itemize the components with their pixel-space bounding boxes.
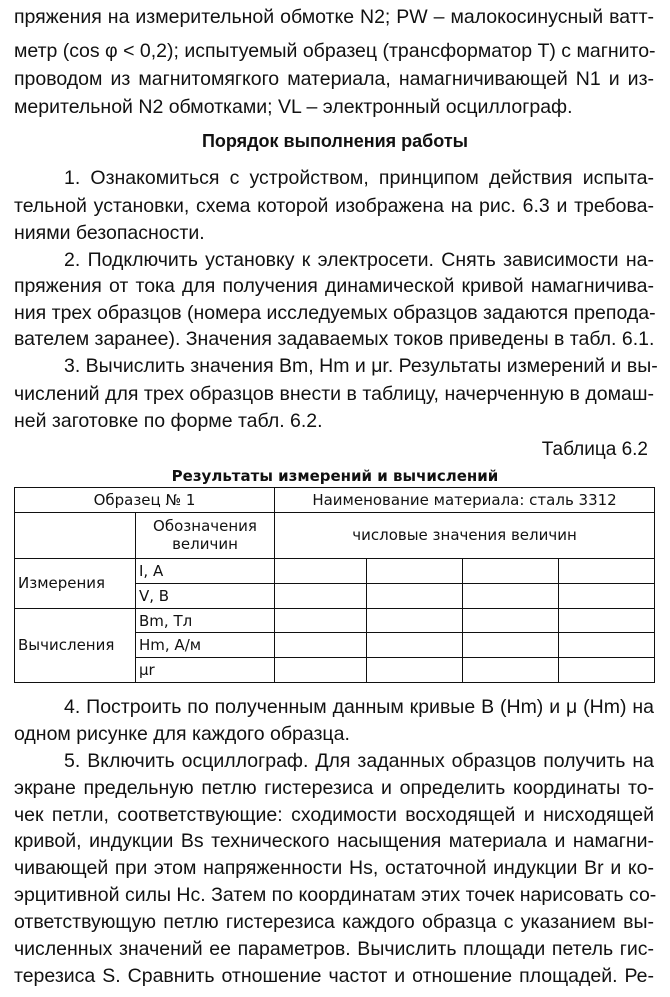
paragraph-line: ния трех образцов (номера исследуемых образцов задаются препода- [14,302,656,324]
paragraph-line: экране предельную петлю гистерезиса и определить координаты то- [14,777,654,799]
table-cell [559,633,655,658]
table-cell [463,658,559,683]
paragraph-line: пряжения от тока для получения динамической кривой намагничива- [14,275,654,297]
table-cell-values-header: числовые значения величин [275,512,655,558]
table-title: Результаты измерений и вычислений [171,467,499,485]
table-cell [463,583,559,608]
table-cell [367,633,463,658]
paragraph-line: ответствующую петлю гистерезиса каждого образца с указанием вы- [14,911,654,933]
table-cell [275,608,367,633]
table-cell-material: Наименование материала: сталь 3312 [275,488,655,513]
paragraph-line: ней заготовке по форме табл. 6.2. [14,410,323,432]
paragraph-line: пряжения на измерительной обмотке N2; PW – малокосинусный ватт- [14,6,654,28]
table-cell [367,608,463,633]
paragraph-line: 3. Вычислить значения Bm, Hm и μr. Результаты измерений и вы- [64,355,658,377]
table-cell [463,608,559,633]
table-cell [367,559,463,584]
paragraph-line: 5. Включить осциллограф. Для заданных образцов получить на [64,750,654,772]
table-cell [275,559,367,584]
table-cell-designations-header: Обозначения величин [136,512,275,558]
paragraph-line: тельной установки, схема которой изображена на рис. 6.3 и требова- [14,195,654,217]
paragraph-line: терезиса S. Сравнить отношение частот и отношение площадей. Ре- [14,965,654,987]
table-cell-quantity: μr [136,658,275,683]
table-cell [367,658,463,683]
table-label: Таблица 6.2 [541,439,648,460]
table-row [15,608,655,633]
paragraph-line: 4. Построить по полученным данным кривые B (Hm) и μ (Hm) на [64,696,654,718]
table-cell [463,633,559,658]
results-table [14,487,655,683]
table-cell [559,658,655,683]
table-cell-quantity: V, В [136,583,275,608]
table-cell-group: Вычисления [15,608,136,682]
table-cell [15,512,136,558]
paragraph-line: вателем заранее). Значения задаваемых токов приведены в табл. 6.1. [14,328,655,350]
table-cell [275,633,367,658]
table-cell [275,583,367,608]
section-heading: Порядок выполнения работы [201,131,469,151]
table-cell-quantity: Hm, А/м [136,633,275,658]
paragraph-line: ниями безопасности. [14,222,205,244]
paragraph-line: 2. Подключить установку к электросети. Снять зависимости на- [64,249,654,271]
table-cell [559,583,655,608]
paragraph-line: одном рисунке для каждого образца. [14,723,350,745]
paragraph-line: проводом из магнитомягкого материала, намагничивающей N1 и из- [14,68,654,90]
table-cell-group: Измерения [15,559,136,609]
table-cell-sample: Образец № 1 [15,488,275,513]
table-cell [559,559,655,584]
table-row [15,559,655,584]
table-row [15,512,655,558]
paragraph-line: числений для трех образцов внести в таблицу, начерченную в домаш- [14,383,654,405]
paragraph-line: 1. Ознакомиться с устройством, принципом действия испыта- [64,167,654,189]
paragraph-line: метр (cos φ < 0,2); испытуемый образец (трансформатор T) с магнито- [14,40,656,62]
table-cell-quantity: I, А [136,559,275,584]
table-cell-quantity: Bm, Тл [136,608,275,633]
table-cell [463,559,559,584]
paragraph-line: мерительной N2 обмотками; VL – электронный осциллограф. [14,96,573,118]
table-cell [559,608,655,633]
table-cell [367,583,463,608]
paragraph-line: эрцитивной силы Hc. Затем по координатам этих точек нарисовать со- [14,884,657,906]
paragraph-line: чивающей при этом напряженности Hs, остаточной индукции Br и ко- [14,857,654,879]
paragraph-line: численных значений ее параметров. Вычислить площади петель гис- [14,938,654,960]
paragraph-line: чек петли, соответствующие: сходимости восходящей и нисходящей [14,804,654,826]
table-cell [275,658,367,683]
paragraph-line: кривой, индукции Bs технического насыщения материала и намагни- [14,830,654,852]
table-row [15,488,655,513]
